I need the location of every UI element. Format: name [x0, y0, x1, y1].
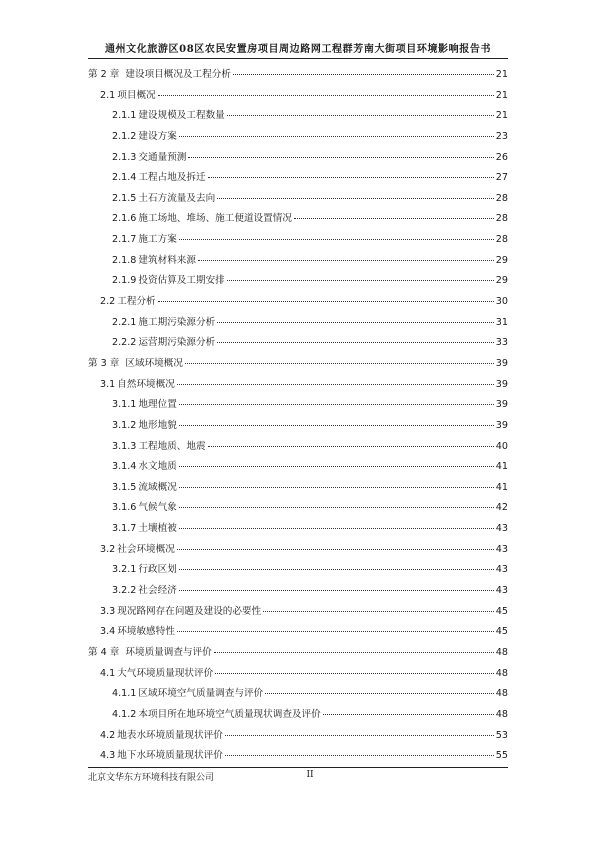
- toc-entry[interactable]: [88, 458, 508, 479]
- toc-entry-number: 2.1.5: [112, 192, 137, 204]
- toc-entry-number: 第 3 章: [88, 357, 120, 369]
- toc-entry-title: 区域环境空气质量调查与评价: [138, 688, 264, 700]
- toc-entry[interactable]: [88, 210, 508, 231]
- toc-entry[interactable]: [88, 499, 508, 520]
- toc-entry-page: 21: [495, 110, 508, 122]
- toc-entry[interactable]: [88, 66, 508, 87]
- toc-entry-page: 39: [495, 378, 508, 390]
- toc-entry-page: 45: [495, 605, 508, 617]
- toc-entry[interactable]: [88, 272, 508, 293]
- toc-entry-title: 社会环境概况: [117, 543, 175, 555]
- toc-entry[interactable]: [88, 438, 508, 459]
- toc-dot-leader: [217, 322, 494, 323]
- toc-entry[interactable]: [88, 376, 508, 397]
- toc-entry-page: 28: [495, 234, 508, 246]
- toc-dot-leader: [179, 507, 494, 508]
- toc-entry-number: 2.1.7: [112, 234, 137, 246]
- toc-dot-leader: [225, 755, 494, 756]
- toc-entry-number: 3.1.7: [112, 523, 137, 535]
- toc-entry-number: 第 2 章: [88, 69, 120, 80]
- toc-entry[interactable]: [88, 561, 508, 582]
- toc-entry[interactable]: [88, 314, 508, 335]
- toc-dot-leader: [158, 301, 494, 302]
- toc-dot-leader: [227, 115, 494, 116]
- toc-entry-title: 项目概况: [117, 89, 156, 101]
- footer-company: 北京文华东方环境科技有限公司: [88, 773, 215, 783]
- toc-dot-leader: [198, 260, 494, 261]
- toc-entry-page: 29: [495, 254, 508, 266]
- toc-entry[interactable]: [88, 541, 508, 562]
- footer-page-number: II: [306, 770, 314, 780]
- toc-dot-leader: [263, 611, 494, 612]
- toc-dot-leader: [179, 425, 494, 426]
- toc-entry-title: 工程占地及拆迁: [138, 172, 206, 184]
- toc-dot-leader: [179, 569, 494, 570]
- toc-entry[interactable]: [88, 169, 508, 190]
- toc-entry[interactable]: [88, 334, 508, 355]
- toc-entry[interactable]: [88, 396, 508, 417]
- toc-entry-page: 41: [495, 481, 508, 493]
- toc-entry[interactable]: [88, 479, 508, 500]
- toc-entry-title: 气候气象: [138, 502, 177, 514]
- toc-entry-title: 本项目所在地环境空气质量现状调查及评价: [138, 708, 321, 720]
- toc-entry-title: 建设方案: [138, 130, 177, 142]
- toc-entry-number: 3.3: [100, 605, 116, 617]
- toc-entry-number: 3.4: [100, 626, 116, 638]
- toc-entry[interactable]: [88, 149, 508, 170]
- toc-dot-leader: [217, 342, 494, 343]
- toc-entry-title: 交通量预测: [138, 151, 187, 163]
- toc-entry-page: 30: [495, 296, 508, 308]
- toc-entry[interactable]: [88, 107, 508, 128]
- toc-entry-title: 流域概况: [138, 481, 177, 493]
- toc-entry-number: 3.1.2: [112, 419, 137, 431]
- toc-entry[interactable]: [88, 293, 508, 314]
- toc-dot-leader: [177, 384, 494, 385]
- toc-dot-leader: [179, 528, 494, 529]
- toc-entry[interactable]: [88, 520, 508, 541]
- toc-dot-leader: [179, 239, 494, 240]
- toc-entry-number: 2.1.8: [112, 254, 137, 266]
- toc-entry[interactable]: [88, 87, 508, 108]
- toc-entry-number: 3.2: [100, 543, 116, 555]
- toc-entry-title: 地下水环境质量现状评价: [117, 750, 223, 762]
- footer-divider: [88, 767, 508, 768]
- toc-entry-page: 42: [495, 502, 508, 514]
- toc-entry-title: 社会经济: [138, 585, 177, 597]
- toc-entry-page: 31: [495, 316, 508, 328]
- toc-entry-title: 地表水环境质量现状评价: [117, 729, 223, 741]
- toc-entry[interactable]: [88, 355, 508, 376]
- toc-entry-number: 3.1.1: [112, 399, 137, 411]
- toc-entry[interactable]: [88, 128, 508, 149]
- toc-entry-page: 43: [495, 523, 508, 535]
- toc-entry-page: 45: [495, 626, 508, 638]
- toc-entry[interactable]: [88, 644, 508, 665]
- running-header: 通州文化旅游区08区农民安置房项目周边路网工程群芳南大街项目环境影响报告书: [104, 44, 492, 55]
- toc-entry-page: 55: [495, 750, 508, 762]
- toc-entry-number: 2.1: [100, 89, 116, 101]
- toc-entry-title: 施工期污染源分析: [138, 316, 216, 328]
- toc-entry-title: 建设规模及工程数量: [138, 110, 225, 122]
- toc-dot-leader: [177, 631, 494, 632]
- toc-entry-page: 28: [495, 213, 508, 225]
- toc-entry-title: 地形地貌: [138, 419, 177, 431]
- toc-entry-page: 48: [495, 708, 508, 720]
- toc-entry-number: 3.1.4: [112, 461, 137, 473]
- toc-dot-leader: [179, 590, 494, 591]
- toc-entry-number: 第 4 章: [88, 646, 120, 658]
- toc-entry-title: 施工场地、堆场、施工便道设置情况: [138, 213, 292, 225]
- toc-entry-number: 2.2.2: [112, 337, 137, 349]
- toc-entry-title: 自然环境概况: [117, 378, 175, 390]
- toc-entry-page: 21: [495, 89, 508, 101]
- toc-entry-title: 施工方案: [138, 234, 177, 246]
- toc-entry-title: 环境质量调查与评价: [125, 646, 212, 658]
- toc-entry-number: 2.2.1: [112, 316, 137, 328]
- toc-entry-page: 39: [495, 399, 508, 411]
- toc-entry-title: 大气环境质量现状评价: [117, 667, 214, 679]
- toc-entry-number: 2.1.2: [112, 130, 137, 142]
- toc-entry-page: 41: [495, 461, 508, 473]
- toc-entry-number: 2.1.4: [112, 172, 137, 184]
- toc-entry-page: 48: [495, 646, 508, 658]
- toc-entry-title: 现况路网存在问题及建设的必要性: [117, 605, 262, 617]
- toc-entry[interactable]: [88, 231, 508, 252]
- toc-entry-page: 43: [495, 564, 508, 576]
- toc-entry[interactable]: [88, 685, 508, 706]
- toc-dot-leader: [208, 177, 494, 178]
- toc-entry-number: 3.2.2: [112, 585, 137, 597]
- toc-entry-title: 土壤植被: [138, 523, 177, 535]
- toc-dot-leader: [179, 487, 494, 488]
- toc-entry-page: 48: [495, 667, 508, 679]
- toc-dot-leader: [158, 95, 494, 96]
- toc-dot-leader: [185, 363, 494, 364]
- toc-entry[interactable]: [88, 252, 508, 273]
- header-divider: [88, 58, 508, 59]
- toc-entry-number: 4.1.2: [112, 708, 137, 720]
- toc-dot-leader: [214, 652, 494, 653]
- toc-entry-number: 2.1.9: [112, 275, 137, 287]
- toc-entry-page: 26: [495, 151, 508, 163]
- toc-entry-page: 21: [495, 69, 508, 80]
- toc-entry-title: 投资估算及工期安排: [138, 275, 225, 287]
- toc-dot-leader: [265, 693, 494, 694]
- toc-entry-page: 39: [495, 419, 508, 431]
- toc-entry-page: 33: [495, 337, 508, 349]
- toc-entry[interactable]: [88, 603, 508, 624]
- toc-entry-page: 53: [495, 729, 508, 741]
- toc-entry-title: 水文地质: [138, 461, 177, 473]
- toc-dot-leader: [208, 446, 494, 447]
- toc-entry[interactable]: [88, 747, 508, 768]
- toc-dot-leader: [179, 404, 494, 405]
- toc-entry[interactable]: [88, 727, 508, 748]
- toc-entry-number: 2.2: [100, 296, 116, 308]
- toc-entry-page: 43: [495, 543, 508, 555]
- toc-entry[interactable]: [88, 706, 508, 727]
- toc-dot-leader: [179, 136, 494, 137]
- toc-entry-title: 地理位置: [138, 399, 177, 411]
- toc-entry-title: 工程分析: [117, 296, 156, 308]
- toc-entry-number: 3.1: [100, 378, 116, 390]
- toc-entry-page: 48: [495, 688, 508, 700]
- toc-dot-leader: [233, 74, 494, 75]
- toc-entry-number: 2.1.1: [112, 110, 137, 122]
- toc-entry-number: 3.2.1: [112, 564, 137, 576]
- toc-dot-leader: [227, 280, 494, 281]
- toc-entry-title: 建筑材料来源: [138, 254, 196, 266]
- toc-entry-title: 运营期污染源分析: [138, 337, 216, 349]
- toc-dot-leader: [294, 218, 494, 219]
- toc-dot-leader: [215, 673, 494, 674]
- toc-entry-page: 28: [495, 192, 508, 204]
- toc-entry-number: 4.1.1: [112, 688, 137, 700]
- toc-entry-title: 土石方流量及去向: [138, 192, 216, 204]
- toc-entry-number: 4.3: [100, 750, 116, 762]
- toc-entry-page: 27: [495, 172, 508, 184]
- toc-dot-leader: [179, 466, 494, 467]
- toc-dot-leader: [225, 735, 494, 736]
- toc-entry-number: 2.1.3: [112, 151, 137, 163]
- table-of-contents: [88, 66, 508, 768]
- toc-entry-page: 43: [495, 585, 508, 597]
- toc-entry-number: 4.2: [100, 729, 116, 741]
- toc-entry-number: 3.1.3: [112, 440, 137, 452]
- toc-entry-title: 行政区划: [138, 564, 177, 576]
- toc-entry-number: 3.1.6: [112, 502, 137, 514]
- toc-dot-leader: [188, 157, 493, 158]
- toc-dot-leader: [177, 549, 494, 550]
- toc-entry[interactable]: [88, 190, 508, 211]
- toc-dot-leader: [217, 198, 494, 199]
- toc-entry-page: 40: [495, 440, 508, 452]
- toc-entry[interactable]: [88, 665, 508, 686]
- toc-entry-number: 4.1: [100, 667, 116, 679]
- toc-entry-title: 建设项目概况及工程分析: [125, 69, 231, 80]
- toc-entry-title: 环境敏感特性: [117, 626, 175, 638]
- toc-entry-page: 39: [495, 357, 508, 369]
- toc-entry[interactable]: [88, 582, 508, 603]
- toc-dot-leader: [323, 714, 494, 715]
- toc-entry-number: 3.1.5: [112, 481, 137, 493]
- toc-entry-page: 29: [495, 275, 508, 287]
- toc-entry-page: 23: [495, 130, 508, 142]
- toc-entry[interactable]: [88, 417, 508, 438]
- toc-entry-title: 工程地质、地震: [138, 440, 206, 452]
- toc-entry-number: 2.1.6: [112, 213, 137, 225]
- toc-entry[interactable]: [88, 623, 508, 644]
- toc-entry-title: 区域环境概况: [125, 357, 183, 369]
